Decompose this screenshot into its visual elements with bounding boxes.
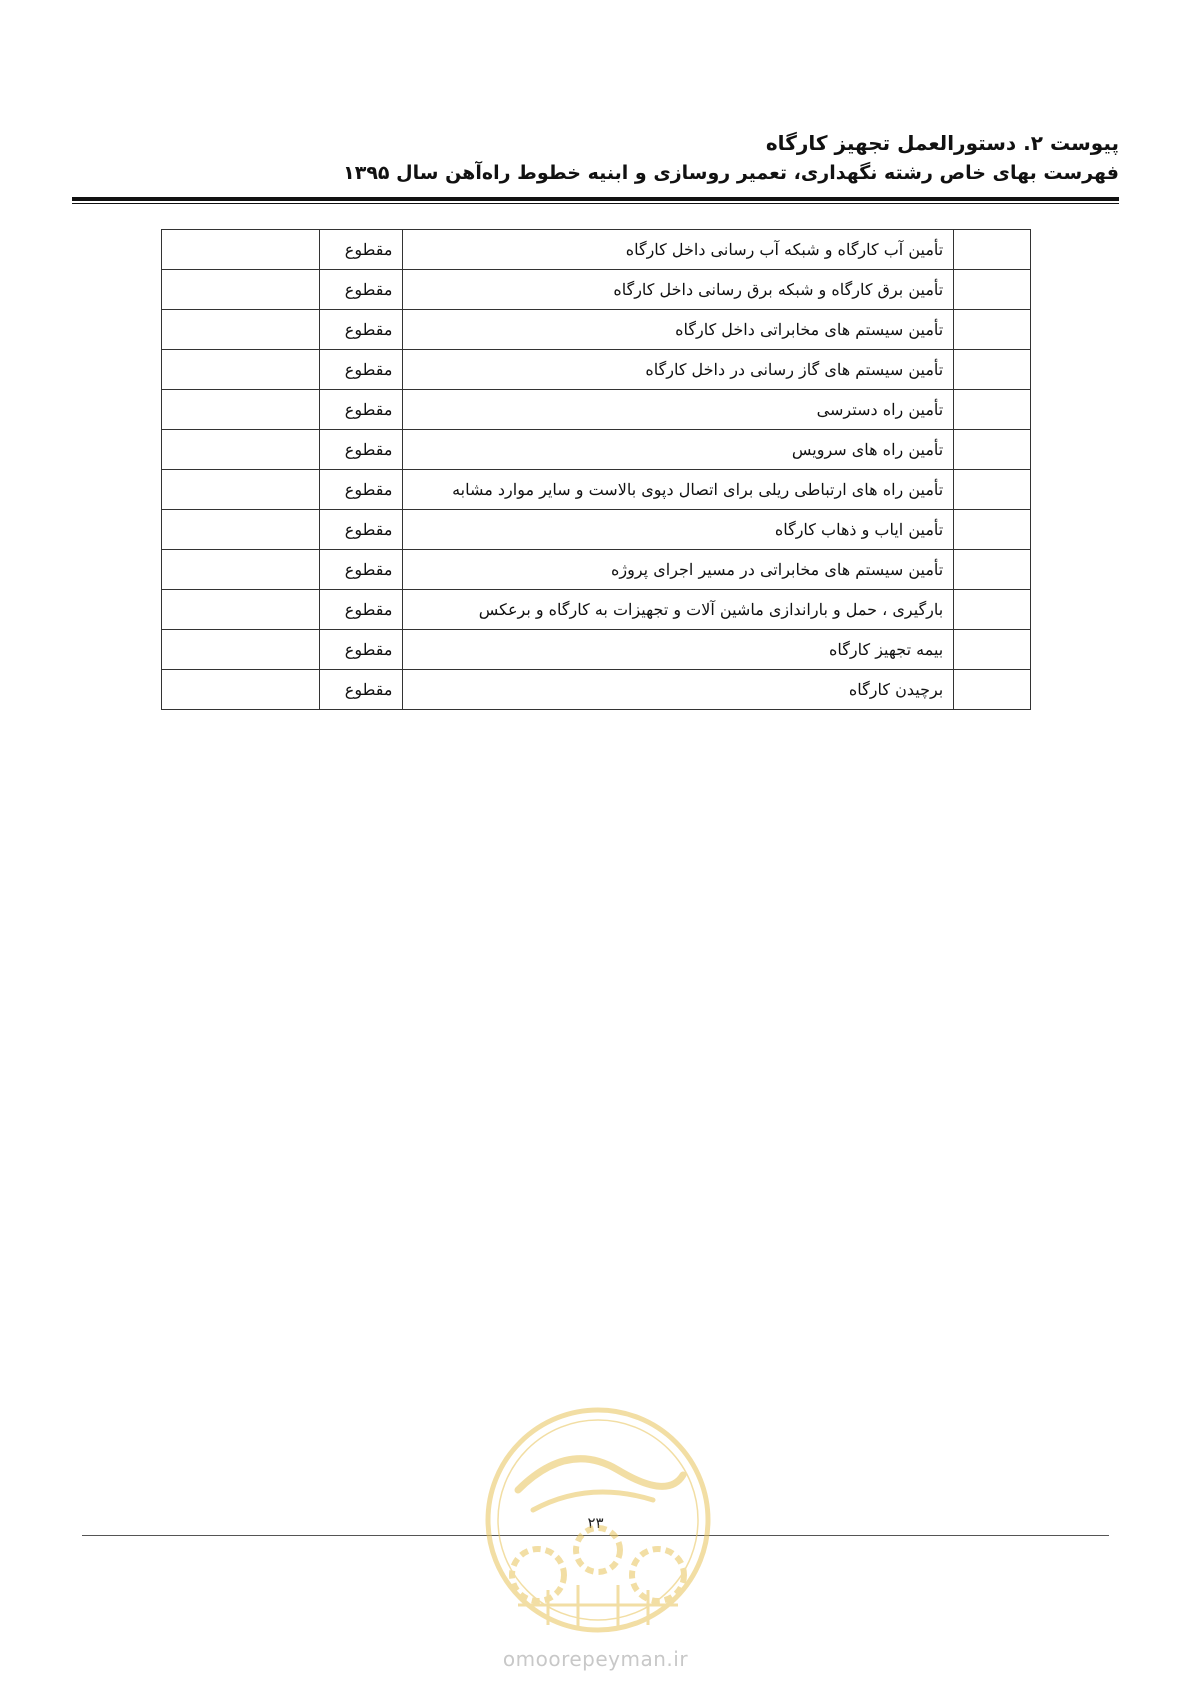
item-description-cell: برچیدن کارگاه (403, 670, 954, 710)
item-extra-cell (162, 630, 320, 670)
page-number: ۲۳ (587, 1514, 604, 1532)
table-row (162, 270, 1031, 310)
row-number-cell (954, 430, 1031, 470)
item-unit-cell: مقطوع (320, 510, 403, 550)
page-header (72, 128, 1119, 188)
item-extra-cell (162, 550, 320, 590)
row-number-cell (954, 390, 1031, 430)
item-unit-cell: مقطوع (320, 430, 403, 470)
header-divider-thick (72, 197, 1119, 201)
row-number-cell (954, 310, 1031, 350)
items-table-body (162, 230, 1031, 710)
item-description-cell: بارگیری ، حمل و باراندازی ماشین آلات و تجهیزات به کارگاه و برعکس (403, 590, 954, 630)
item-unit-cell: مقطوع (320, 390, 403, 430)
document-title: پیوست ۲. دستورالعمل تجهیز کارگاه (765, 131, 1119, 155)
row-number-cell (954, 630, 1031, 670)
item-extra-cell (162, 470, 320, 510)
table-row (162, 390, 1031, 430)
item-description-cell: تأمین راه های سرویس (403, 430, 954, 470)
item-unit-cell: مقطوع (320, 590, 403, 630)
table-row (162, 670, 1031, 710)
item-unit-cell: مقطوع (320, 670, 403, 710)
item-unit-cell: مقطوع (320, 270, 403, 310)
item-unit-cell: مقطوع (320, 350, 403, 390)
item-unit-cell: مقطوع (320, 630, 403, 670)
item-description-cell: تأمین راه دسترسی (403, 390, 954, 430)
item-description-cell: تأمین سیستم های مخابراتی داخل کارگاه (403, 310, 954, 350)
header-divider-thin (72, 203, 1119, 204)
table-row (162, 510, 1031, 550)
table-row (162, 430, 1031, 470)
item-extra-cell (162, 350, 320, 390)
item-unit-cell: مقطوع (320, 310, 403, 350)
watermark-url: omoorepeyman.ir (502, 1647, 689, 1671)
row-number-cell (954, 670, 1031, 710)
item-extra-cell (162, 670, 320, 710)
table-row (162, 550, 1031, 590)
item-extra-cell (162, 230, 320, 270)
row-number-cell (954, 230, 1031, 270)
items-table (161, 229, 1031, 710)
table-row (162, 630, 1031, 670)
item-extra-cell (162, 310, 320, 350)
row-number-cell (954, 470, 1031, 510)
item-extra-cell (162, 590, 320, 630)
row-number-cell (954, 550, 1031, 590)
item-description-cell: تأمین برق کارگاه و شبکه برق رسانی داخل کارگاه (403, 270, 954, 310)
row-number-cell (954, 270, 1031, 310)
item-description-cell: تأمین آب کارگاه و شبکه آب رسانی داخل کارگاه (403, 230, 954, 270)
item-unit-cell: مقطوع (320, 470, 403, 510)
item-description-cell: تأمین راه های ارتباطی ریلی برای اتصال دپوی بالاست و سایر موارد مشابه (403, 470, 954, 510)
item-extra-cell (162, 430, 320, 470)
row-number-cell (954, 510, 1031, 550)
table-row (162, 470, 1031, 510)
item-description-cell: تأمین سیستم های گاز رسانی در داخل کارگاه (403, 350, 954, 390)
item-description-cell: تأمین سیستم های مخابراتی در مسیر اجرای پروژه (403, 550, 954, 590)
document-subtitle: فهرست بهای خاص رشته نگهداری، تعمیر روسازی و ابنیه خطوط راه‌آهن سال ۱۳۹۵ (343, 162, 1119, 184)
watermark-logo (478, 1400, 718, 1640)
item-unit-cell: مقطوع (320, 230, 403, 270)
row-number-cell (954, 590, 1031, 630)
item-extra-cell (162, 390, 320, 430)
item-description-cell: تأمین ایاب و ذهاب کارگاه (403, 510, 954, 550)
table-row (162, 230, 1031, 270)
item-extra-cell (162, 270, 320, 310)
item-extra-cell (162, 510, 320, 550)
item-description-cell: بیمه تجهیز کارگاه (403, 630, 954, 670)
table-row (162, 350, 1031, 390)
table-row (162, 310, 1031, 350)
row-number-cell (954, 350, 1031, 390)
item-unit-cell: مقطوع (320, 550, 403, 590)
table-row (162, 590, 1031, 630)
